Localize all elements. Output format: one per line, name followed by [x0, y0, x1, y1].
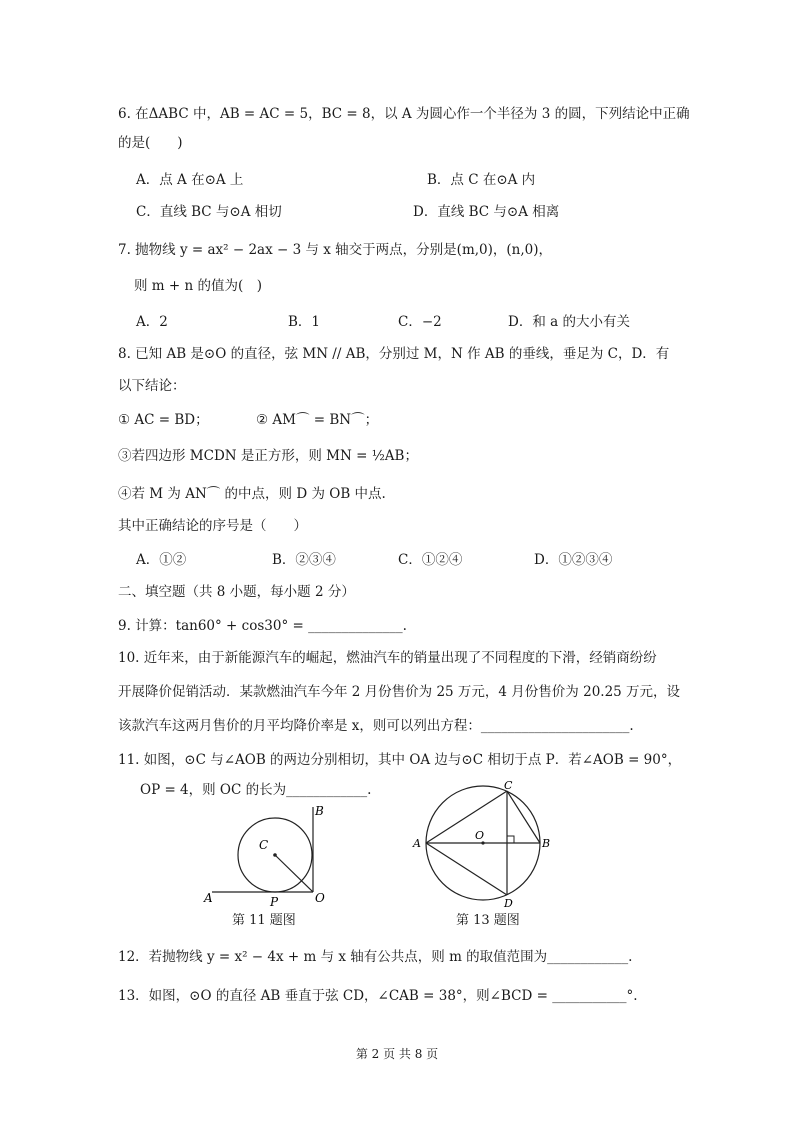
label-c: C: [504, 780, 513, 792]
q8-conclusion-2: ② AM⌒ = BN⌒；: [256, 412, 379, 428]
right-angle-mark: [507, 836, 514, 843]
q10-line1: 10. 近年来，由于新能源汽车的崛起，燃油汽车的销量出现了不同程度的下滑，经销商纷纷: [118, 650, 657, 666]
q8-option-d: D．①②③④: [534, 552, 613, 568]
section-heading: 二、填空题（共 8 小题，每小题 2 分）: [118, 584, 355, 600]
q11-line1: 11. 如图，⊙C 与∠AOB 的两边分别相切，其中 OA 边与⊙C 相切于点 P．若∠AOB = 90°，: [118, 752, 682, 768]
q6-line2: 的是( ): [118, 135, 183, 151]
q7-option-c: C．−2: [398, 314, 442, 330]
q6-option-a: A．点 A 在⊙A 上: [136, 172, 244, 188]
label-d: D: [504, 897, 513, 908]
q10-line3: 该款汽车这两月售价的月平均降价率是 x，则可以列出方程：______________________.: [118, 718, 634, 734]
segment-bc: [507, 791, 540, 843]
center-c-dot: [273, 853, 277, 857]
figure-13-diagram: [408, 780, 558, 908]
q6-option-b: B．点 C 在⊙A 内: [427, 172, 536, 188]
label-a: A: [413, 837, 421, 850]
q10-line2: 开展降价促销活动．某款燃油汽车今年 2 月份售价为 25 万元，4 月份售价为 20.25 万元，设: [118, 684, 681, 700]
q13: 13．如图，⊙O 的直径 AB 垂直于弦 CD，∠CAB = 38°，则∠BCD = ___________°.: [118, 988, 638, 1004]
segment-ac: [426, 791, 507, 843]
q8-line1: 8. 已知 AB 是⊙O 的直径，弦 MN // AB，分别过 M，N 作 AB 的垂线，垂足为 C，D．有: [118, 346, 670, 362]
q7-option-b: B．1: [288, 314, 321, 330]
q8-conclusion-1: ① AC = BD；: [118, 412, 209, 428]
q8-conclusion-4: ④若 M 为 AN⌒ 的中点，则 D 为 OB 中点.: [118, 486, 386, 502]
q12: 12．若抛物线 y = x² − 4x + m 与 x 轴有公共点，则 m 的取值范围为____________.: [118, 949, 633, 965]
label-c: C: [259, 838, 269, 852]
label-b: B: [315, 804, 324, 818]
q6-option-c: C．直线 BC 与⊙A 相切: [136, 204, 282, 220]
label-p: P: [270, 895, 279, 907]
q8-conclusion-3: ③若四边形 MCDN 是正方形，则 MN = ½AB；: [118, 448, 418, 464]
q8-option-a: A．①②: [136, 552, 187, 568]
q6-line1: 6. 在ΔABC 中，AB = AC = 5，BC = 8，以 A 为圆心作一个半径为 3 的圆，下列结论中正确: [118, 106, 690, 122]
q7-line1: 7. 抛物线 y = ax² − 2ax − 3 与 x 轴交于两点，分别是(m,0)，(n,0)，: [118, 242, 552, 258]
label-b: B: [542, 837, 551, 850]
q7-option-d: D．和 a 的大小有关: [508, 314, 630, 330]
q6-option-d: D．直线 BC 与⊙A 相离: [413, 204, 560, 220]
q11-line2: OP = 4，则 OC 的长为____________.: [140, 782, 372, 798]
q7-option-a: A．2: [136, 314, 168, 330]
figure-13-caption: 第 13 题图: [456, 913, 520, 928]
segment-ad: [426, 843, 507, 895]
figure-11-caption: 第 11 题图: [232, 913, 296, 928]
q8-option-b: B．②③④: [272, 552, 336, 568]
q8-option-c: C．①②④: [398, 552, 463, 568]
label-o: O: [315, 891, 325, 905]
label-o: O: [475, 829, 485, 842]
q8-question: 其中正确结论的序号是（ ）: [118, 518, 307, 534]
label-a: A: [204, 891, 213, 905]
page-footer: 第 2 页 共 8 页: [355, 1047, 439, 1061]
figure-11-diagram: [200, 795, 340, 907]
q8-line2: 以下结论：: [118, 378, 186, 394]
q9: 9. 计算：tan60° + cos30° = ______________.: [118, 618, 407, 634]
q7-line2: 则 m + n 的值为( ): [134, 278, 263, 294]
